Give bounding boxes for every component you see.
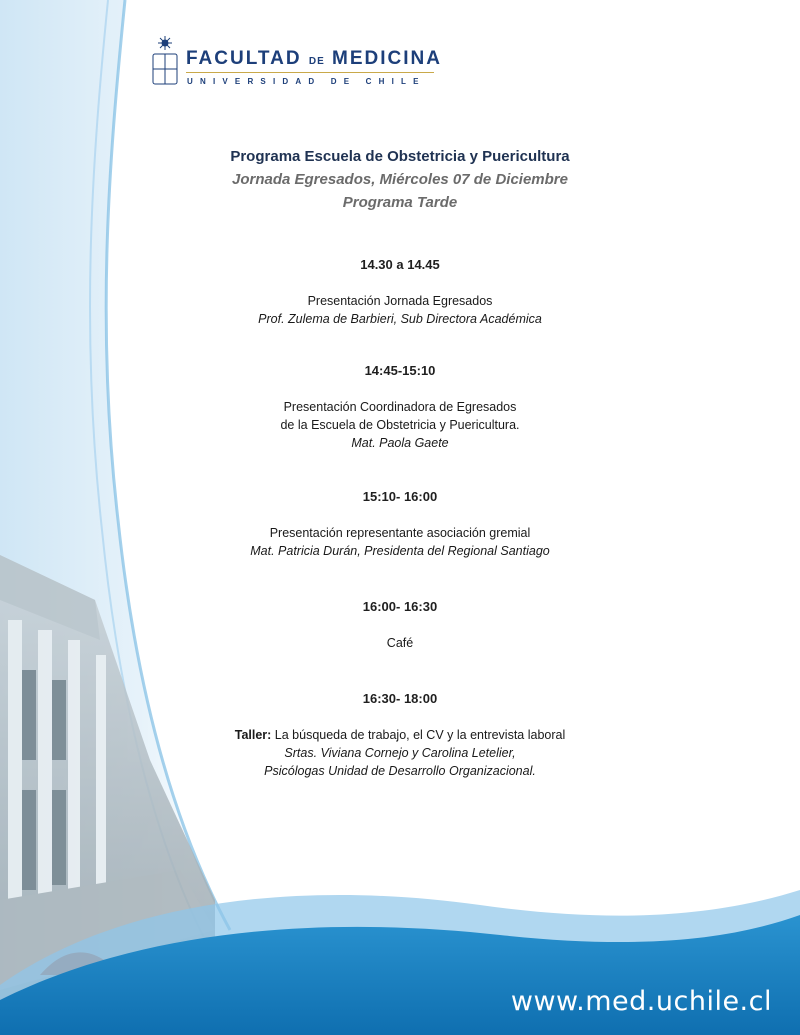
schedule-speaker: Srtas. Viviana Cornejo y Carolina Letelier, [284,746,516,760]
schedule-line: de la Escuela de Obstetricia y Puericultura. [280,418,520,432]
schedule-line: Café [386,636,414,650]
logo-divider [186,72,434,73]
schedule-item [200,690,600,780]
schedule-line: Presentación Coordinadora de Egresados [283,400,517,414]
schedule-speaker: Mat. Patricia Durán, Presidenta del Regional Santiago [250,544,550,558]
schedule-item [200,488,600,560]
website-url[interactable]: www.med.uchile.cl [510,986,772,1017]
schedule-line: Presentación Jornada Egresados [307,294,493,308]
university-crest-icon [150,34,180,88]
schedule-item [200,362,600,452]
schedule-item [200,256,600,328]
schedule-time: 15:10- 16:00 [362,489,438,504]
schedule-time: 16:30- 18:00 [362,691,438,706]
event-subtitle: Jornada Egresados, Miércoles 07 de Diciembre [232,171,568,188]
workshop-label: Taller: [234,728,272,742]
schedule-item [200,598,600,652]
schedule-speaker: Prof. Zulema de Barbieri, Sub Directora Académica [258,312,542,326]
schedule-speaker: Mat. Paola Gaete [351,436,449,450]
faculty-logo [150,34,440,94]
schedule-line: Taller: La búsqueda de trabajo, el CV y la entrevista laboral [234,728,566,742]
session-subtitle: Programa Tarde [342,194,458,211]
schedule-time: 14.30 a 14.45 [360,257,440,272]
schedule-line: Presentación representante asociación gremial [269,526,531,540]
faculty-name: FACULTAD DE MEDICINA [186,48,442,69]
program-title: Programa Escuela de Obstetricia y Puericultura [230,148,570,165]
schedule-time: 16:00- 16:30 [362,599,438,614]
schedule-speaker: Psicólogas Unidad de Desarrollo Organizacional. [264,764,536,778]
schedule-time: 14:45-15:10 [364,363,436,378]
university-name: UNIVERSIDAD DE CHILE [187,77,426,86]
